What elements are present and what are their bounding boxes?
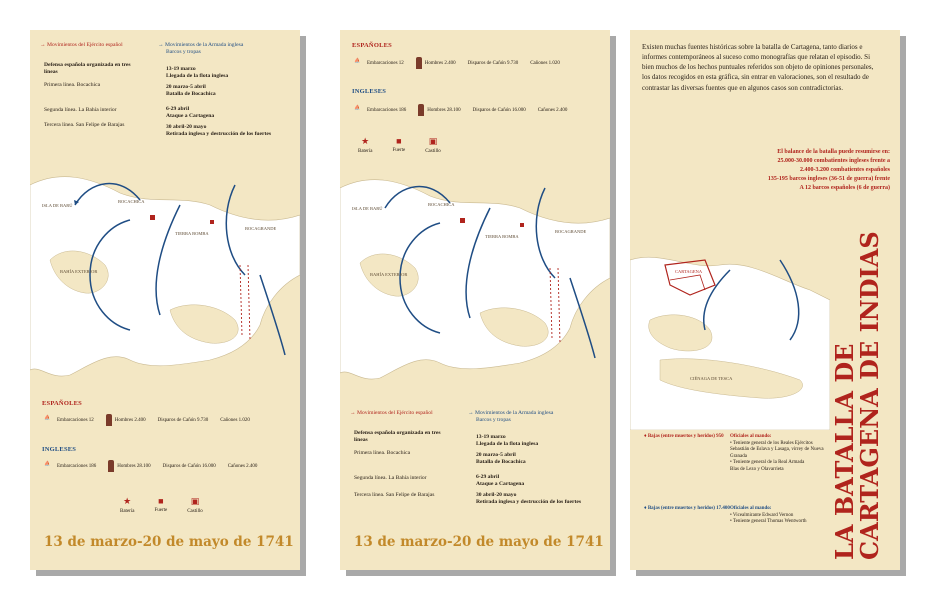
- defense-title: Defensa española organizada en tres líneas: [354, 430, 441, 444]
- map-label-bocachica: BOCACHICA: [428, 202, 455, 207]
- map-label-bocagrande: BOCAGRANDE: [555, 229, 587, 234]
- timeline: 13-19 marzo Llegada de la flota inglesa 20 marzo-5 abril Batalla de Bocachica 6-29 abril Ataque a Cartagena 30 abril-20 mayo Retirada inglesa y destrucción de los fuertes: [476, 434, 582, 505]
- defense-line-2: Segunda línea. La Bahía interior: [44, 107, 117, 113]
- ship-icon: ⛵: [354, 59, 361, 64]
- panel-left: [30, 30, 300, 570]
- bajas-espanolas: ♦ Bajas (entre muertos y heridos) 950: [644, 434, 724, 439]
- ingleses-stats: ⛵ Embarcaciones 186 Hombres 28.100 Disparos de Cañón 16.000 Cañones 2.400: [354, 104, 567, 116]
- city-map: [630, 230, 830, 430]
- ingleses-title: INGLESES: [352, 88, 387, 95]
- star-icon: ★: [361, 136, 370, 146]
- soldier-icon: ♦: [644, 434, 647, 439]
- defense-line-3: Tercera línea. San Felipe de Barajas: [44, 122, 125, 128]
- bajas-inglesas: ♦ Bajas (entre muertos y heridos) 17.400: [644, 506, 730, 511]
- espanoles-title: ESPAÑOLES: [42, 400, 82, 407]
- star-icon: ★: [123, 496, 132, 506]
- map-label-tierra-bomba: TIERRA BOMBA: [485, 234, 519, 239]
- battle-balance: El balance de la batalla puede resumirse en: 25.000-30.000 combatientes ingleses frente a 2.400-3.200 combatientes españoles 135-195 barcos ingleses (36-51 de guerra) frente A 12 barcos españoles (6 de guerra): [767, 149, 890, 191]
- castle-icon: ▣: [428, 136, 438, 146]
- espanoles-stats: ⛵ Embarcaciones 12 Hombres 2.400 Disparos de Cañón 9.730 Cañones 1.020: [354, 57, 560, 69]
- square-icon: ■: [396, 136, 402, 146]
- ship-icon: ⛵: [44, 416, 51, 421]
- intro-text: Existen muchas fuentes históricas sobre la batalla de Cartagena, tanto diarios e informes contemporáneos al suceso como monografías que relatan el episodio. Si bien muchos de los hechos puntuales referidos son objeto de opiniones personales, los datos recogidos en esta gráfica, sin entrar en valoraciones, son el resultado de contrastar las diversas fuentes que en algunos casos son contradictorias.: [642, 43, 874, 92]
- timeline: 13-19 marzo Llegada de la flota inglesa 20 marzo-5 abril Batalla de Bocachica 6-29 abril Ataque a Cartagena 30 abril-20 mayo Retirada inglesa y destrucción de los fuertes: [166, 66, 272, 137]
- main-title: LA BATALLA DE CARTAGENA DE INDIAS: [830, 231, 885, 560]
- ship-icon: ⛵: [44, 462, 51, 467]
- map-label-bahia: BAHÍA EXTERIOR: [370, 272, 408, 277]
- symbol-legend: ★ Batería ■ Fuerte ▣ Castillo: [120, 496, 203, 514]
- defense-line-2: Segunda línea. La Bahía interior: [354, 475, 427, 481]
- map-label-city: CARTAGENA: [675, 269, 703, 274]
- ship-icon: ⛵: [354, 106, 361, 111]
- legend-red: → Movimientos del Ejército español: [350, 410, 433, 416]
- panel-middle: [340, 30, 610, 570]
- defense-line-3: Tercera línea. San Felipe de Barajas: [354, 492, 435, 498]
- city-map-svg: [630, 230, 830, 430]
- ingleses-stats: ⛵ Embarcaciones 186 Hombres 28.100 Disparos de Cañón 16.000 Cañones 2.400: [44, 460, 257, 472]
- soldier-icon: [106, 414, 112, 426]
- defense-line-1: Primera línea. Bocachica: [354, 450, 411, 456]
- square-icon: ■: [158, 496, 164, 506]
- map-label-bocagrande: BOCAGRANDE: [245, 226, 277, 231]
- soldier-icon: [418, 104, 424, 116]
- legend-blue: → Movimientos de la Armada inglesa Barcos y tropas: [468, 410, 554, 424]
- defense-title: Defensa española organizada en tres líneas: [44, 62, 131, 76]
- date-range: 13 de marzo-20 de mayo de 1741: [354, 534, 604, 550]
- soldier-icon: ♦: [644, 506, 647, 511]
- ingleses-title: INGLESES: [42, 446, 77, 453]
- castle-icon: ▣: [190, 496, 200, 506]
- map-label-isla-baru: ISLA DE BARÚ: [352, 206, 383, 211]
- battle-map: [340, 168, 610, 398]
- legend-blue: → Movimientos de la Armada inglesa Barcos y tropas: [158, 42, 244, 56]
- map-label-bahia: BAHÍA EXTERIOR: [60, 269, 98, 274]
- map-label-bocachica: BOCACHICA: [118, 199, 145, 204]
- legend-red: → Movimientos del Ejército español: [40, 42, 123, 48]
- map-label-cienaga: CIÉNAGA DE TESCA: [690, 376, 733, 381]
- oficiales-espanoles: Oficiales al mando: • Teniente general de los Reales Ejércitos Sebastián de Eslava y Lasaga, virrey de Nueva Granada • Teniente general de la Real Armada Blas de Lezo y Olavarrieta: [730, 434, 824, 472]
- map-svg: [30, 165, 300, 395]
- battle-map: [30, 165, 300, 395]
- espanoles-stats: ⛵ Embarcaciones 12 Hombres 2.400 Disparos de Cañón 9.730 Cañones 1.020: [44, 414, 250, 426]
- symbol-legend: ★ Batería ■ Fuerte ▣ Castillo: [358, 136, 441, 154]
- oficiales-ingleses: Oficiales al mando: • Vicealmirante Edward Vernon • Teniente general Thomas Wentworth: [730, 506, 807, 524]
- map-label-tierra-bomba: TIERRA BOMBA: [175, 231, 209, 236]
- soldier-icon: [416, 57, 422, 69]
- defense-line-1: Primera línea. Bocachica: [44, 82, 101, 88]
- map-svg: [340, 168, 610, 398]
- panel-right: [630, 30, 900, 570]
- map-label-isla-baru: ISLA DE BARÚ: [42, 203, 73, 208]
- espanoles-title: ESPAÑOLES: [352, 42, 392, 49]
- date-range: 13 de marzo-20 de mayo de 1741: [44, 534, 294, 550]
- soldier-icon: [108, 460, 114, 472]
